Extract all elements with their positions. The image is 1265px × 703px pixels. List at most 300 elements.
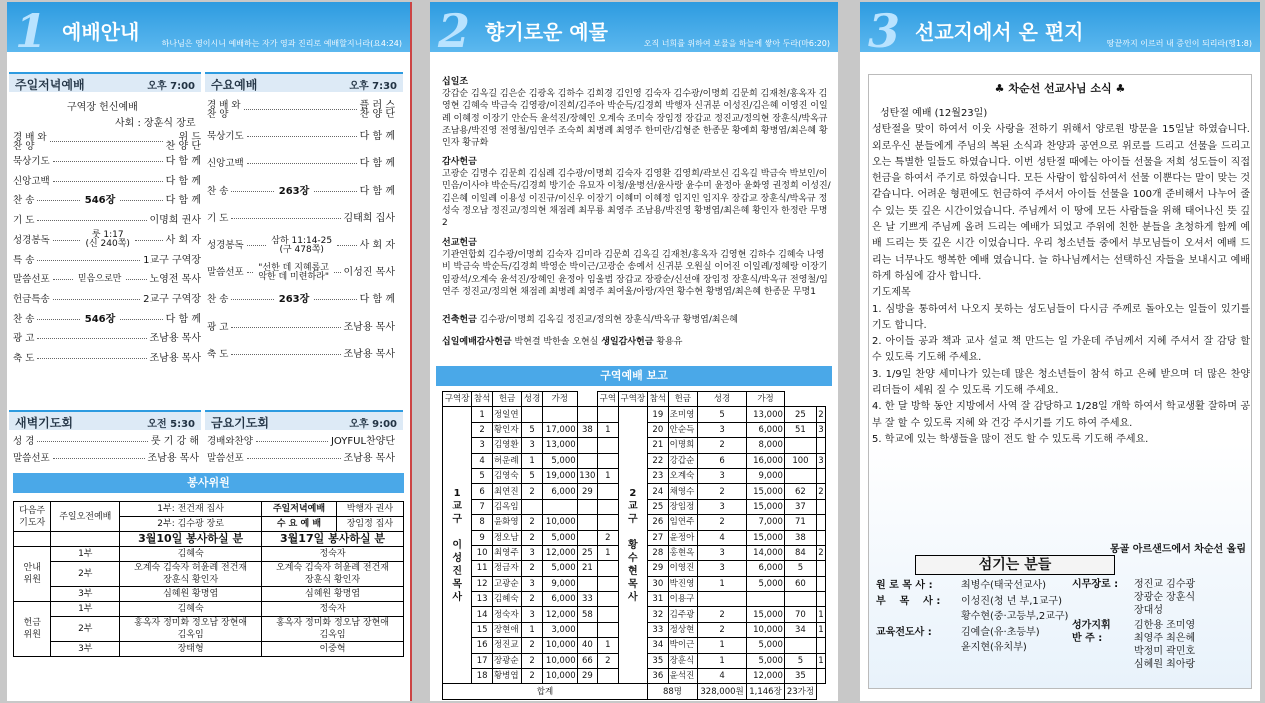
- sunday-row: [13, 329, 201, 349]
- report-cell: 60: [784, 576, 816, 591]
- report-cell: 정진교: [492, 638, 521, 653]
- leader-dots: [231, 327, 340, 328]
- report-cell: 3: [697, 561, 746, 576]
- friday-item: 경배와찬양: [207, 436, 253, 447]
- report-cell: 윤화영: [492, 515, 521, 530]
- thanks-heading: 감사헌금: [442, 157, 477, 167]
- report-cell: [816, 561, 825, 576]
- mission-heading: 선교헌금: [442, 238, 477, 248]
- staff-row: [876, 609, 1081, 625]
- sunday-person: 조남용 목사: [149, 333, 201, 345]
- report-cell: 임연주: [668, 515, 697, 530]
- service-cell: 심혜원 황명엽: [120, 587, 262, 602]
- report-header: 가정: [747, 392, 785, 407]
- report-cell: 3: [472, 438, 493, 453]
- wednesday-row: [207, 286, 395, 313]
- wednesday-row: [207, 123, 395, 150]
- sunday-item: 신앙고백: [13, 175, 50, 187]
- section-number: 2: [438, 4, 471, 58]
- service-row: [14, 587, 404, 602]
- report-cell: 정금자: [492, 561, 521, 576]
- service-cell: [14, 532, 51, 547]
- leader-dots: [53, 240, 81, 241]
- report-cell: 1: [697, 653, 746, 668]
- wednesday-item: 묵상기도: [207, 131, 244, 143]
- report-cell: 2: [697, 484, 746, 499]
- service-cell: 헌금 위원: [14, 602, 51, 657]
- report-cell: 33: [648, 622, 669, 637]
- friday-item: 말씀선포: [207, 453, 244, 464]
- report-cell: 홍현옥: [668, 545, 697, 560]
- report-cell: [542, 407, 577, 422]
- report-cell: 고광순: [492, 576, 521, 591]
- leader-dots: [37, 200, 79, 201]
- report-cell: 황병엽: [492, 669, 521, 684]
- staff-role: [876, 640, 961, 656]
- report-cell: 34: [784, 622, 816, 637]
- report-cell: [577, 499, 597, 514]
- sunday-person: 다 함 께: [165, 175, 201, 187]
- report-cell: [598, 499, 619, 514]
- report-cell: [598, 669, 619, 684]
- sunday-item: 성경봉독: [13, 234, 50, 246]
- report-cell: 5: [522, 422, 543, 437]
- wednesday-row: [207, 150, 395, 177]
- wednesday-row: [207, 232, 395, 259]
- birthday-heading: 생일감사헌금: [601, 337, 654, 347]
- sunday-row: [13, 152, 201, 172]
- staff-name: 이성진(청 년 부,1교구): [961, 595, 1062, 607]
- report-cell: 7,000: [747, 515, 785, 530]
- report-cell: 25: [784, 407, 816, 422]
- report-cell: [697, 592, 746, 607]
- report-cell: [577, 438, 597, 453]
- wednesday-person: 플 러 스 찬 양 단: [359, 99, 395, 120]
- report-cell: 허운례: [492, 453, 521, 468]
- leader-dots: [247, 163, 357, 164]
- staff-list-2: [1072, 578, 1252, 673]
- sunday-row: [13, 191, 201, 211]
- report-cell: 정일연: [492, 407, 521, 422]
- section-title: 예배안내: [62, 20, 140, 44]
- report-group-left: 1 교 구 이 성 진 목 사: [443, 407, 472, 684]
- staff-row: [1072, 619, 1252, 671]
- service-row: [14, 547, 404, 562]
- report-cell: 최연진: [492, 484, 521, 499]
- wednesday-row: [207, 341, 395, 368]
- report-cell: 4: [472, 453, 493, 468]
- report-cell: 10,000: [747, 622, 785, 637]
- report-header: 참석: [648, 392, 669, 407]
- worship-panel: [7, 2, 412, 701]
- report-cell: 5: [784, 561, 816, 576]
- report-cell: [577, 530, 597, 545]
- offering-header: [430, 2, 838, 58]
- staff-name: 정진교 김수광 장광순 장훈식 장대성: [1134, 579, 1196, 616]
- letter-paragraph: 3. 1/9일 찬양 세미나가 있는데 많은 청소년들이 참석 하고 은혜 받으며 더 많은 찬양 리더들이 세워 질 수 있도록 기도해 주세요.: [872, 368, 1250, 397]
- wednesday-person: 다 함 께: [359, 131, 395, 143]
- staff-name: 윤지현(유치부): [961, 642, 1027, 653]
- report-header: 헌금: [492, 392, 521, 407]
- report-cell: 6: [697, 453, 746, 468]
- service-cell: 수 요 예 배: [262, 517, 337, 532]
- service-cell: 3월17일 봉사하실 분: [262, 532, 404, 547]
- sunday-item: 헌금특송: [13, 293, 50, 305]
- report-total-label: 합계: [443, 684, 648, 699]
- dawn-item: 말씀선포: [13, 453, 50, 464]
- report-header: 가정: [542, 392, 577, 407]
- letter-title: ♣ 차순선 선교사님 소식 ♣: [994, 82, 1126, 95]
- service-cell: 다음주 기도자: [14, 502, 51, 532]
- report-cell: 24: [648, 484, 669, 499]
- report-cell: 오계숙: [668, 468, 697, 483]
- wednesday-row: [207, 314, 395, 341]
- service-row: [14, 502, 404, 517]
- report-cell: 17,000: [542, 422, 577, 437]
- leader-dots: [37, 260, 140, 261]
- leader-dots: [337, 245, 357, 246]
- leader-dots: [314, 191, 356, 192]
- service-row: [14, 602, 404, 617]
- wednesday-item: 기 도: [207, 212, 229, 224]
- section-verse: 오직 너희를 위하여 보물을 하늘에 쌓아 두라(마6:20): [643, 39, 830, 48]
- report-cell: 장현애: [492, 622, 521, 637]
- dawn-person: 룻 기 강 해: [150, 436, 199, 447]
- tithe-names: 강갑순 김옥길 김은순 김광옥 김하수 김희경 김인영 김숙자 김수광/이명희 김문희 김재천/홍옥자 김영현 김혜숙 박금숙 김영광/이진희/김주아 박순득/김경희 박행자 신귀분 이성진/김은혜 이영진 이일례 이혜정 이장기 안순득 윤석진/장혜인 오계숙 조미숙 장임정 장갑교 정진교/정의현 장훈식/박옥규 조남용/박진영 전영철/임연주 조숙희 최병례 최영주 한미란/김형준 한종문 황예희 황병엽/최은혜 황인자 황규화: [442, 89, 828, 149]
- service-committee-table: [13, 501, 404, 657]
- sunday-row: [13, 132, 201, 152]
- service-cell: 오계숙 김숙자 허윤례 전건재 장훈식 황인자: [120, 562, 262, 587]
- service-cell: 3월10일 봉사하실 분: [120, 532, 262, 547]
- wednesday-person: 김태희 집사: [343, 212, 395, 224]
- report-cell: [598, 622, 619, 637]
- report-cell: [577, 576, 597, 591]
- report-cell: 2: [522, 653, 543, 668]
- wednesday-row: [207, 96, 395, 123]
- report-cell: 1: [522, 453, 543, 468]
- report-cell: 장훈식: [668, 653, 697, 668]
- service-cell: 2부: [51, 617, 120, 642]
- leader-dots: [314, 299, 356, 300]
- report-cell: 1: [472, 407, 493, 422]
- report-cell: 3: [522, 576, 543, 591]
- letter-paragraph: 5. 학교에 있는 학생들을 많이 전도 할 수 있도록 기도해 주세요.: [872, 433, 1149, 445]
- report-cell: 2: [598, 653, 619, 668]
- report-cell: 5,000: [747, 653, 785, 668]
- offering-building: [442, 314, 832, 326]
- building-heading: 건축헌금: [442, 315, 477, 325]
- report-cell: [598, 453, 619, 468]
- wednesday-person: 다 함 께: [359, 294, 396, 306]
- staff-role: 원 로 목 사 :: [876, 580, 933, 591]
- sunday-row: [13, 290, 201, 310]
- report-cell: 윤정아: [668, 530, 697, 545]
- report-total-homes: 23가정: [784, 684, 816, 699]
- report-cell: 29: [577, 669, 597, 684]
- section-number: 3: [868, 4, 901, 58]
- report-cell: 66: [577, 653, 597, 668]
- report-cell: 5: [522, 468, 543, 483]
- service-committee-title: 봉사위원: [13, 473, 404, 493]
- report-cell: 6,000: [542, 592, 577, 607]
- report-cell: [522, 407, 543, 422]
- report-cell: 6,000: [747, 561, 785, 576]
- report-cell: 김주광: [668, 607, 697, 622]
- report-header: 성경: [697, 392, 746, 407]
- report-cell: 김옥임: [492, 499, 521, 514]
- report-cell: [784, 638, 816, 653]
- report-cell: 윤석진: [668, 669, 697, 684]
- friday-prayer-time: 오후 9:00: [349, 419, 397, 430]
- letter-paragraph: 1. 심방을 통하여서 나오지 못하는 성도님들이 다시금 주께로 돌아오는 일들이 있기를 기도 합니다.: [872, 303, 1250, 331]
- report-cell: 70: [784, 607, 816, 622]
- wednesday-detail: 삼하 11:14-25 (구 478쪽): [271, 235, 333, 255]
- report-cell: 11: [472, 561, 493, 576]
- section-number: 1: [15, 4, 48, 58]
- report-cell: 9: [472, 530, 493, 545]
- leader-dots: [120, 200, 162, 201]
- sunday-detail: 룻 1:17 (신 240쪽): [85, 230, 130, 250]
- report-cell: [784, 438, 816, 453]
- report-group-right: 2 교 구 황 수 현 목 사: [618, 407, 647, 684]
- report-cell: 20: [648, 422, 669, 437]
- report-cell: 29: [577, 484, 597, 499]
- report-cell: 2: [697, 622, 746, 637]
- service-row: [14, 617, 404, 642]
- service-cell: 3부: [51, 587, 120, 602]
- report-cell: 15,000: [747, 530, 785, 545]
- report-cell: 100: [784, 453, 816, 468]
- sunday-row: [13, 250, 201, 270]
- report-cell: 4: [697, 530, 746, 545]
- report-cell: 5,000: [542, 561, 577, 576]
- service-cell: 장태형: [120, 642, 262, 657]
- report-cell: 안순득: [668, 422, 697, 437]
- leader-dots: [37, 319, 79, 320]
- report-cell: 5,000: [542, 530, 577, 545]
- report-cell: 2: [697, 515, 746, 530]
- report-cell: [522, 499, 543, 514]
- leader-dots: [37, 441, 147, 442]
- wednesday-person: 조남용 목사: [343, 321, 395, 333]
- report-cell: 58: [577, 607, 597, 622]
- letter-signature: 몽골 아르샌드에서 차순선 올림: [1109, 544, 1246, 555]
- report-cell: 5,000: [747, 638, 785, 653]
- leader-dots: [256, 441, 328, 442]
- wednesday-detail: "선한 데 지혜롭고 악한 데 미련하라": [258, 262, 329, 282]
- report-cell: 2: [816, 484, 825, 499]
- report-cell: 박이근: [668, 638, 697, 653]
- staff-row: [876, 578, 1081, 594]
- report-cell: 15,000: [747, 484, 785, 499]
- report-cell: 6: [472, 484, 493, 499]
- report-cell: [747, 592, 785, 607]
- report-cell: 12,000: [542, 607, 577, 622]
- wednesday-detail: 263장: [278, 294, 310, 306]
- report-cell: 25: [648, 499, 669, 514]
- wednesday-item: 성경봉독: [207, 240, 244, 252]
- staff-role: 성가지휘 반 주 :: [1072, 620, 1111, 644]
- service-cell: 심혜원 황명엽: [262, 587, 404, 602]
- leader-dots: [231, 354, 340, 355]
- report-cell: 조미영: [668, 407, 697, 422]
- report-cell: 3: [816, 422, 825, 437]
- report-cell: 26: [648, 515, 669, 530]
- sunday-item: 말씀선포: [13, 274, 50, 286]
- leader-dots: [126, 279, 146, 280]
- sunday-person: 이명희 권사: [149, 215, 201, 227]
- report-cell: 2: [522, 669, 543, 684]
- section-verse: 하나님은 영이시니 예배하는 자가 영과 진리로 예배할지니라(요4:24): [161, 39, 402, 48]
- staff-list: [876, 578, 1081, 656]
- report-cell: 38: [784, 530, 816, 545]
- sunday-item: 광 고: [13, 333, 35, 345]
- report-cell: 25: [577, 545, 597, 560]
- report-cell: 10,000: [542, 638, 577, 653]
- report-cell: 3: [522, 438, 543, 453]
- section-title: 향기로운 예물: [485, 20, 608, 44]
- report-cell: 이명희: [668, 438, 697, 453]
- report-cell: [816, 638, 825, 653]
- mission-header: [860, 2, 1260, 58]
- report-cell: 9,000: [747, 468, 785, 483]
- prayer-heading: 기도제목: [872, 287, 911, 299]
- report-cell: [598, 607, 619, 622]
- friday-row: [207, 450, 395, 467]
- service-cell: 2부: 김수광 장로: [120, 517, 262, 532]
- report-cell: 12,000: [747, 669, 785, 684]
- report-cell: [816, 515, 825, 530]
- leader-dots: [231, 218, 340, 219]
- staff-role: 부 목 사 :: [876, 595, 941, 607]
- report-cell: 장임정: [668, 499, 697, 514]
- report-cell: [784, 468, 816, 483]
- leader-dots: [53, 299, 140, 300]
- report-cell: 1: [598, 638, 619, 653]
- staff-name: 김한용 조미영 최영주 최은혜 박정미 곽민호 심혜원 최아랑: [1134, 620, 1196, 670]
- leader-dots: [37, 358, 146, 359]
- report-cell: 정오남: [492, 530, 521, 545]
- sunday-item: 기 도: [13, 215, 35, 227]
- service-cell: 1부: [51, 602, 120, 617]
- report-cell: [598, 407, 619, 422]
- report-cell: 1: [522, 622, 543, 637]
- cell-report-title: 구역예배 보고: [436, 366, 832, 386]
- service-cell: 정숙자: [262, 547, 404, 562]
- leader-dots: [231, 299, 273, 300]
- report-header: 구역장: [618, 392, 647, 407]
- report-cell: 19: [648, 407, 669, 422]
- leader-dots: [53, 279, 73, 280]
- report-cell: 김영숙: [492, 468, 521, 483]
- report-cell: 31: [648, 592, 669, 607]
- dawn-row: [13, 450, 199, 467]
- report-cell: 14,000: [747, 545, 785, 560]
- leader-dots: [53, 161, 163, 162]
- special-heading: 십일예배감사헌금: [442, 337, 512, 347]
- report-cell: 62: [784, 484, 816, 499]
- offering-panel: [430, 2, 838, 701]
- wednesday-item: 찬 송: [207, 294, 229, 306]
- sunday-evening-heading: 주일저녁예배 오후 7:00: [9, 72, 201, 92]
- report-cell: 51: [784, 422, 816, 437]
- report-cell: [598, 484, 619, 499]
- sunday-evening-time: 오후 7:00: [147, 81, 195, 92]
- sunday-person: 위 드 찬 양 단: [165, 131, 201, 152]
- sunday-item: 축 도: [13, 353, 35, 365]
- wednesday-row: [207, 178, 395, 205]
- dawn-prayer-heading: 새벽기도회 오전 5:30: [9, 410, 201, 430]
- report-cell: 10: [472, 545, 493, 560]
- wednesday-person: 조남용 목사: [343, 348, 395, 360]
- report-cell: 36: [648, 669, 669, 684]
- sunday-person: 노영전 목사: [149, 274, 201, 286]
- report-cell: 최영주: [492, 545, 521, 560]
- report-cell: 1: [697, 576, 746, 591]
- report-cell: 3: [816, 453, 825, 468]
- wednesday-time: 오후 7:30: [349, 81, 397, 92]
- wednesday-person: 사 회 자: [359, 240, 396, 252]
- service-cell: 김혜숙: [120, 547, 262, 562]
- report-cell: 장광순: [492, 653, 521, 668]
- report-cell: 21: [577, 561, 597, 576]
- tithe-heading: 십일조: [442, 77, 469, 87]
- leader-dots: [37, 338, 146, 339]
- report-header: 구역장: [443, 392, 472, 407]
- report-header: 헌금: [668, 392, 697, 407]
- report-cell: 6,000: [747, 422, 785, 437]
- wednesday-person: 이성진 목사: [343, 267, 395, 279]
- report-cell: [598, 438, 619, 453]
- report-cell: 1: [816, 622, 825, 637]
- report-cell: [816, 530, 825, 545]
- report-cell: 2: [598, 530, 619, 545]
- report-cell: 2: [522, 561, 543, 576]
- wednesday-person: 다 함 께: [359, 158, 395, 170]
- section-verse: 땅끝까지 이르러 내 증인이 되리라(행1:8): [1106, 39, 1252, 48]
- wednesday-row: [207, 205, 395, 232]
- report-cell: 23: [648, 468, 669, 483]
- service-cell: 홍옥자 정미화 정오남 장현애 김옥임: [262, 617, 404, 642]
- wednesday-row: [207, 259, 395, 286]
- report-header: 성경: [522, 392, 543, 407]
- cell-report-table: [442, 391, 826, 700]
- report-cell: 3,000: [542, 622, 577, 637]
- wednesday-item: 경 배 와 찬 양: [207, 99, 241, 120]
- service-cell: [51, 532, 120, 547]
- report-cell: 1: [598, 468, 619, 483]
- report-cell: 19,000: [542, 468, 577, 483]
- wednesday-item: 찬 송: [207, 185, 229, 197]
- leader-dots: [37, 220, 146, 221]
- dawn-person: 조남용 목사: [147, 453, 199, 464]
- report-cell: 채영수: [668, 484, 697, 499]
- friday-person: JOYFUL찬양단: [330, 436, 395, 447]
- sunday-row: [13, 349, 201, 369]
- report-cell: 10,000: [542, 669, 577, 684]
- report-cell: 박진영: [668, 576, 697, 591]
- report-cell: 30: [648, 576, 669, 591]
- report-cell: 130: [577, 468, 597, 483]
- report-cell: 10,000: [542, 653, 577, 668]
- report-cell: [816, 669, 825, 684]
- report-cell: 17: [472, 653, 493, 668]
- report-total-bible: 1,146장: [747, 684, 785, 699]
- wednesday-heading: 수요예배 오후 7:30: [205, 72, 403, 92]
- staff-row: [876, 594, 1081, 610]
- friday-row: [207, 433, 395, 450]
- service-row: [14, 562, 404, 587]
